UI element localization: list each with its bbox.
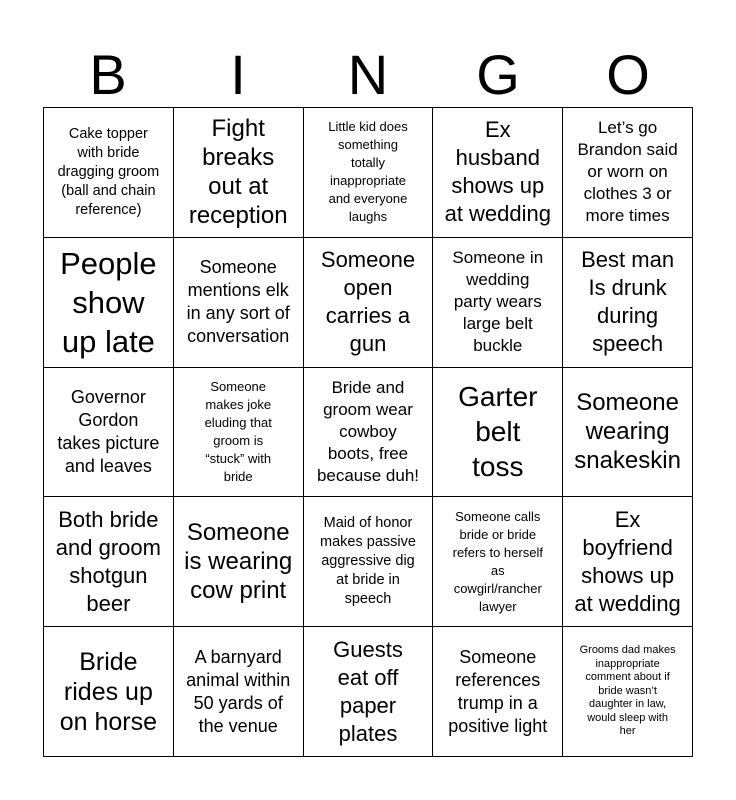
- cell-text: Let’s go Brandon said or worn on clothes 3 or more times: [577, 118, 678, 226]
- cell-text: Someone mentions elk in any sort of conversation: [186, 257, 290, 347]
- bingo-cell[interactable]: [433, 238, 563, 368]
- bingo-cell[interactable]: [174, 368, 304, 498]
- bingo-cell[interactable]: [174, 108, 304, 238]
- cell-text: Both bride and groom shotgun beer: [55, 506, 161, 616]
- cell-text: Best man Is drunk during speech: [581, 247, 675, 357]
- cell-text: Ex boyfriend shows up at wedding: [574, 506, 681, 616]
- bingo-cell[interactable]: [174, 497, 304, 627]
- cell-text: Someone in wedding party wears large belt buckle: [452, 248, 544, 356]
- bingo-cell[interactable]: [44, 238, 174, 368]
- header-letter-n: N: [347, 43, 389, 106]
- bingo-cell[interactable]: [304, 238, 434, 368]
- bingo-cell[interactable]: [433, 627, 563, 757]
- cell-text: Fight breaks out at reception: [188, 115, 288, 230]
- bingo-cell[interactable]: [304, 627, 434, 757]
- bingo-cell[interactable]: [433, 368, 563, 498]
- cell-text: A barnyard animal within 50 yards of the venue: [186, 646, 291, 736]
- cell-text: Ex husband shows up at wedding: [444, 117, 551, 227]
- cell-text: Someone makes joke eluding that groom is “stuck” with bride: [204, 378, 272, 484]
- bingo-cell[interactable]: [563, 627, 693, 757]
- bingo-cell[interactable]: [304, 497, 434, 627]
- bingo-cell[interactable]: [433, 108, 563, 238]
- bingo-cell[interactable]: [304, 368, 434, 498]
- bingo-cell[interactable]: [563, 497, 693, 627]
- bingo-header: [43, 44, 693, 106]
- cell-text: Someone is wearing cow print: [184, 519, 293, 605]
- cell-text: Someone open carries a gun: [320, 247, 416, 357]
- cell-text: People show up late: [60, 245, 157, 359]
- header-letter-g: G: [476, 43, 520, 106]
- bingo-cell[interactable]: [44, 497, 174, 627]
- cell-text: Someone wearing snakeskin: [574, 389, 681, 475]
- cell-text: Maid of honor makes passive aggressive dig at bride in speech: [320, 515, 416, 608]
- cell-text: Someone references trump in a positive light: [448, 646, 548, 736]
- header-letter-b: B: [89, 43, 127, 106]
- cell-text: Cake topper with bride dragging groom (ball and chain reference): [57, 125, 160, 218]
- bingo-cell[interactable]: [563, 108, 693, 238]
- bingo-cell[interactable]: [44, 368, 174, 498]
- cell-text: Garter belt toss: [458, 381, 538, 483]
- cell-text: Grooms dad makes inappropriate comment about if bride wasn’t daughter in law, would sleep with her: [579, 644, 676, 738]
- cell-text: Governor Gordon takes picture and leaves: [57, 386, 160, 476]
- bingo-cell[interactable]: [44, 627, 174, 757]
- bingo-cell[interactable]: [433, 497, 563, 627]
- header-letter-o: O: [606, 43, 650, 106]
- bingo-cell[interactable]: [174, 238, 304, 368]
- bingo-cell[interactable]: [304, 108, 434, 238]
- bingo-cell[interactable]: [563, 238, 693, 368]
- cell-text: Bride rides up on horse: [59, 647, 158, 736]
- bingo-cell[interactable]: [563, 368, 693, 498]
- cell-text: Little kid does something totally inappropriate and everyone laughs: [328, 119, 408, 225]
- bingo-grid: [43, 107, 693, 757]
- header-letter-i: I: [230, 43, 246, 106]
- cell-text: Bride and groom wear cowboy boots, free because duh!: [316, 377, 420, 485]
- bingo-cell[interactable]: [44, 108, 174, 238]
- bingo-cell[interactable]: [174, 627, 304, 757]
- cell-text: Someone calls bride or bride refers to herself as cowgirl/rancher lawyer: [452, 508, 543, 614]
- cell-text: Guests eat off paper plates: [333, 636, 403, 746]
